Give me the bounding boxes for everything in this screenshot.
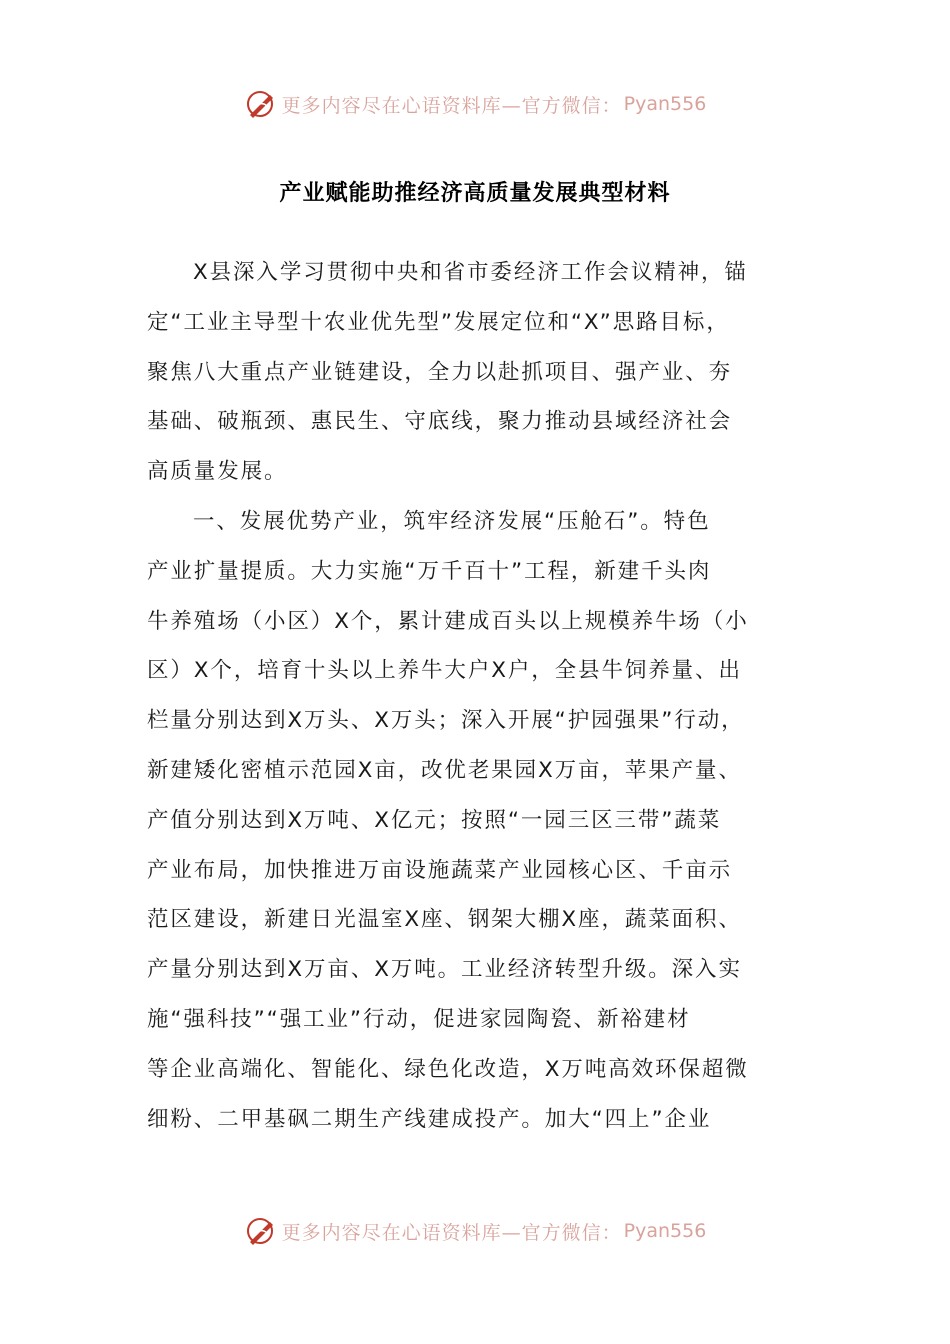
watermark-footer xyxy=(0,1211,950,1251)
document-body xyxy=(147,248,813,1144)
body-line: 牛养殖场（小区）X个，累计建成百头以上规模养牛场（小 xyxy=(147,608,749,634)
body-line: 栏量分别达到X万头、X万头；深入开展“护园强果”行动， xyxy=(147,708,745,734)
watermark-text: 更多内容尽在心语资料库—官方微信： xyxy=(281,94,622,117)
body-line: 新建矮化密植示范园X亩，改优老果园X万亩，苹果产量、 xyxy=(147,757,742,783)
pen-logo-icon xyxy=(244,87,278,121)
document-title: 产业赋能助推经济高质量发展典型材料 xyxy=(279,181,671,206)
watermark-text: 更多内容尽在心语资料库—官方微信： xyxy=(281,1221,622,1244)
pen-logo-icon xyxy=(244,1214,278,1248)
body-line: 高质量发展。 xyxy=(147,459,288,485)
body-line: 定“工业主导型十农业优先型”发展定位和“X”思路目标， xyxy=(147,309,730,335)
watermark-header xyxy=(0,84,950,124)
body-line: X县深入学习贯彻中央和省市委经济工作会议精神，锚 xyxy=(193,260,748,285)
watermark-wechat-id: Pyan556 xyxy=(623,93,707,115)
body-line: 区）X个，培育十头以上养牛大户X户，全县牛饲养量、出 xyxy=(147,658,742,684)
body-line: 细粉、二甲基砜二期生产线建成投产。加大“四上”企业 xyxy=(147,1106,712,1132)
body-line: 基础、破瓶颈、惠民生、守底线，聚力推动县域经济社会 xyxy=(147,409,733,435)
body-line: 产业布局，加快推进万亩设施蔬菜产业园核心区、千亩示 xyxy=(147,857,733,883)
body-line: 产量分别达到X万亩、X万吨。工业经济转型升级。深入实 xyxy=(147,957,742,983)
body-line: 聚焦八大重点产业链建设，全力以赴抓项目、强产业、夯 xyxy=(147,359,733,385)
body-line: 产值分别达到X万吨、X亿元；按照“一园三区三带”蔬菜 xyxy=(147,807,722,833)
watermark-wechat-id: Pyan556 xyxy=(623,1220,707,1242)
body-line: 产业扩量提质。大力实施“万千百十”工程，新建千头肉 xyxy=(147,558,712,584)
body-line: 等企业高端化、智能化、绿色化改造，X万吨高效环保超微 xyxy=(147,1056,749,1082)
body-line: 施“强科技”“强工业”行动，促进家园陶瓷、新裕建材 xyxy=(147,1006,691,1032)
body-line: 范区建设，新建日光温室X座、钢架大棚X座，蔬菜面积、 xyxy=(147,907,742,933)
body-line: 一、发展优势产业，筑牢经济发展“压舱石”。特色 xyxy=(193,508,711,534)
